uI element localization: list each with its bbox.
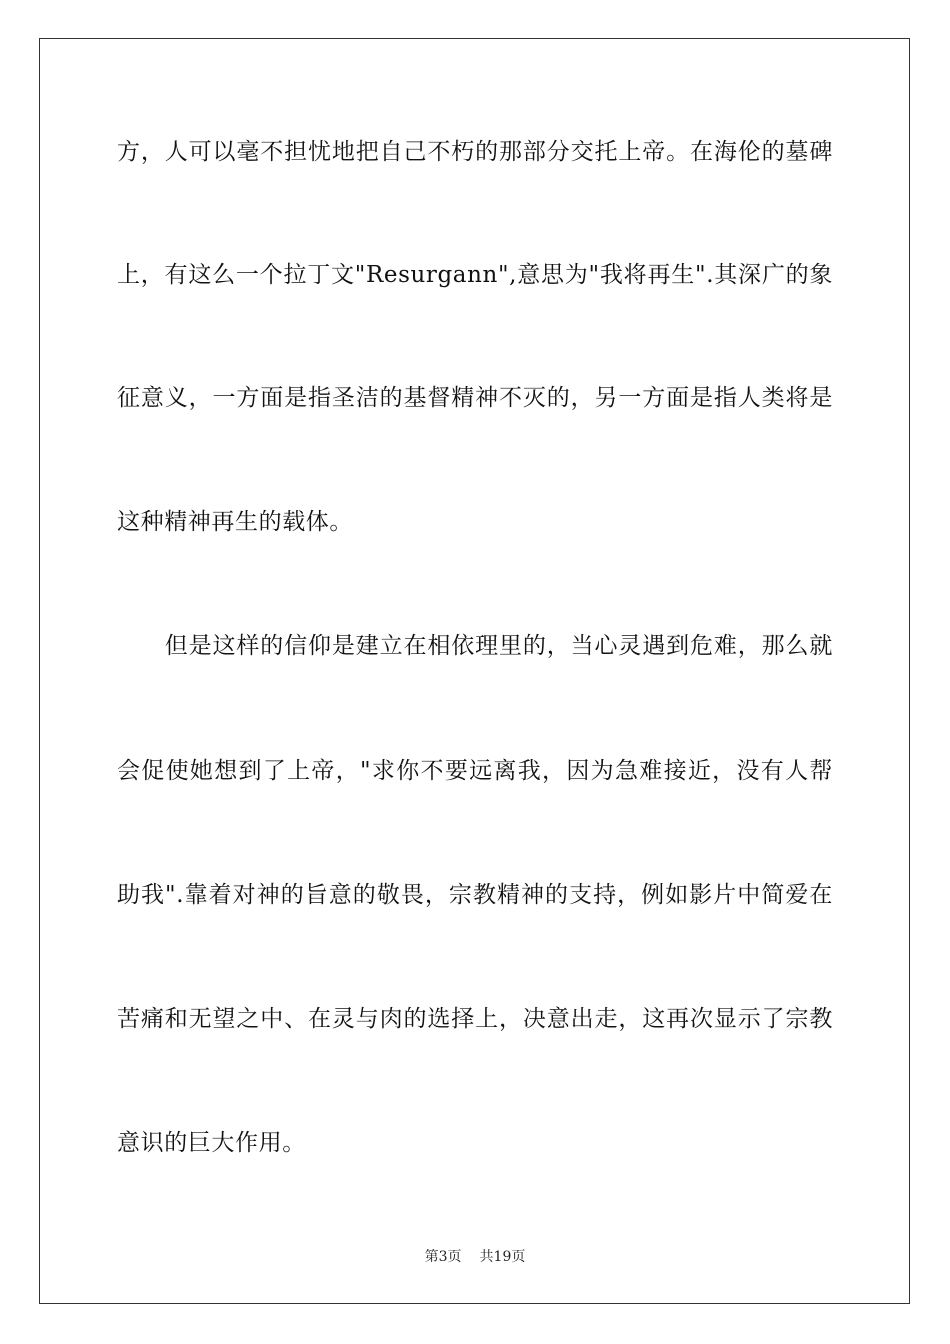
- text-line-3: 征意义，一方面是指圣洁的基督精神不灭的，另一方面是指人类将是: [117, 385, 833, 411]
- text-line-9: 意识的巨大作用。: [117, 1130, 306, 1156]
- text-line-6: 会促使她想到了上帝，"求你不要远离我，因为急难接近，没有人帮: [117, 758, 833, 784]
- text-line-4: 这种精神再生的载体。: [117, 509, 353, 535]
- text-line-8: 苦痛和无望之中、在灵与肉的选择上，决意出走，这再次显示了宗教: [117, 1006, 833, 1032]
- page-number: 第3页: [424, 1249, 462, 1265]
- page-border: [39, 38, 910, 1304]
- text-line-2: 上，有这么一个拉丁文"Resurgann",意思为"我将再生".其深广的象: [117, 262, 833, 288]
- text-line-1: 方，人可以毫不担忧地把自己不朽的那部分交托上帝。在海伦的墓碑: [117, 139, 833, 165]
- text-line-7: 助我".靠着对神的旨意的敬畏，宗教精神的支持，例如影片中简爱在: [117, 882, 833, 908]
- text-line-5: 但是这样的信仰是建立在相依理里的，当心灵遇到危难，那么就: [117, 633, 833, 659]
- page-footer: [0, 1246, 950, 1266]
- total-pages: 共19页: [479, 1249, 526, 1265]
